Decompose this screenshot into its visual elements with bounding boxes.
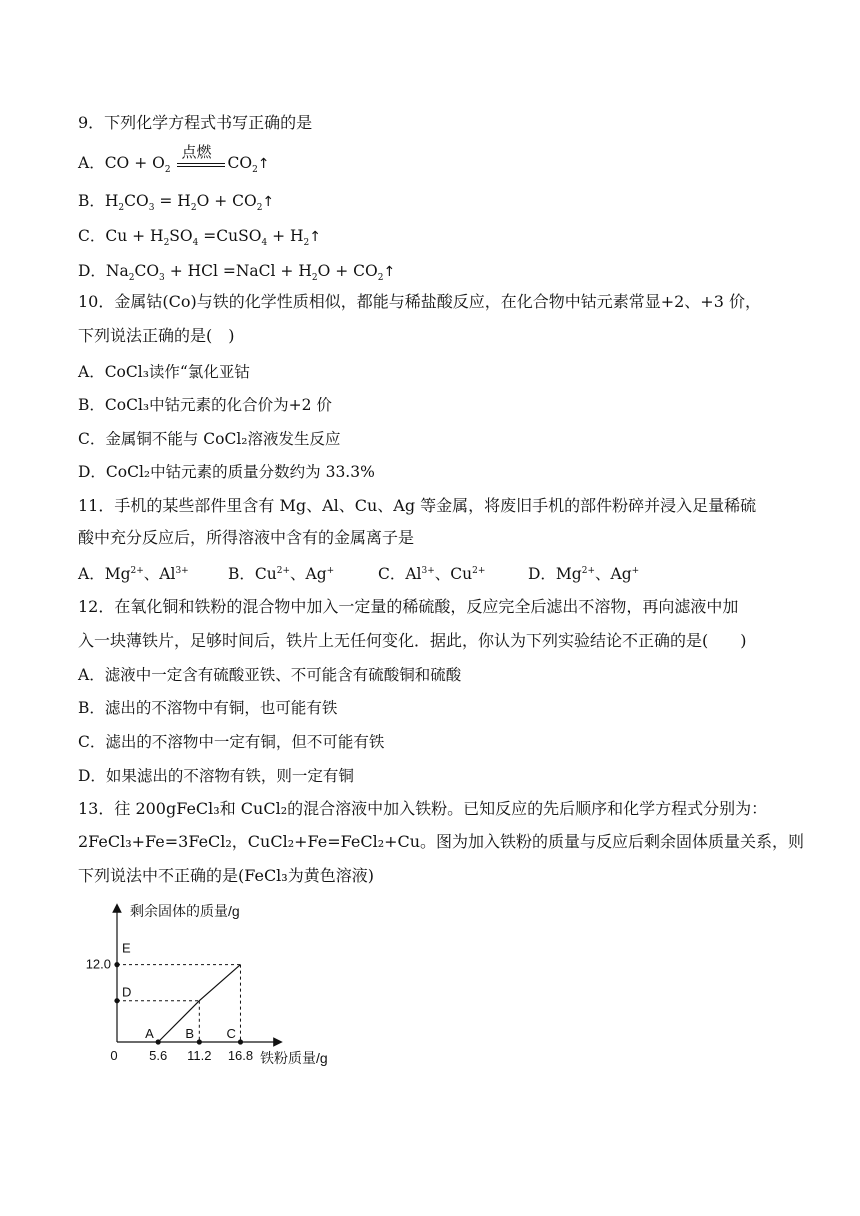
q12-option-c[interactable]: C．滤出的不溶物中一定有铜，但不可能有铁 (78, 733, 385, 751)
q10-option-c[interactable]: C．金属铜不能与 CoCl₂溶液发生反应 (78, 430, 341, 448)
q10-option-d[interactable]: D．CoCl₂中钴元素的质量分数约为 33.3% (78, 463, 375, 481)
reaction-condition: 点燃 (177, 152, 225, 172)
x-axis-label: 铁粉质量/g (260, 1050, 328, 1066)
q12-stem-line1: 12．在氧化铜和铁粉的混合物中加入一定量的稀硫酸，反应完全后滤出不溶物，再向滤液中加 (78, 597, 739, 616)
x-tick-dot-2 (238, 1039, 243, 1044)
y-axis-label: 剩余固体的质量/g (130, 903, 240, 919)
q11-option-b[interactable]: B．$Cu^{2+}$、Ag+ (228, 565, 335, 583)
q11-stem-line2: 酸中充分反应后，所得溶液中含有的金属离子是 (78, 528, 415, 547)
q11-options (78, 564, 678, 584)
q13-stem-line1: 13．往 200gFeCl₃和 CuCl₂的混合溶液中加入铁粉。已知反应的先后顺序和化学方程式分别为： (78, 799, 768, 818)
q12-option-d[interactable]: D．如果滤出的不溶物有铁，则一定有铜 (78, 767, 354, 785)
x-tick-label-1: 11.2 (187, 1048, 212, 1063)
point-label-a: A (145, 1026, 154, 1041)
q11-option-c[interactable]: C．$Al^{3+}$、$Cu^{2+}$ (378, 565, 486, 583)
q9-option-b[interactable]: B．$H_2CO_3 = H_2O$ + $CO_2↑$ (78, 192, 275, 214)
q12-option-a[interactable]: A．滤液中一定含有硫酸亚铁、不可能含有硫酸铜和硫酸 (78, 666, 462, 684)
x-tick-dot-1 (197, 1039, 202, 1044)
point-label-b: B (185, 1026, 194, 1041)
q11-option-d[interactable]: D．$Mg^{2+}$、Ag+ (528, 565, 640, 583)
q11-stem-line1: 11．手机的某些部件里含有 Mg、Al、Cu、Ag 等金属，将废旧手机的部件粉碎并浸入足量稀硫 (78, 496, 757, 515)
q13-chart (78, 900, 378, 1080)
x-tick-label-2: 16.8 (227, 1048, 254, 1063)
q9-stem: 9．下列化学方程式书写正确的是 (78, 113, 313, 132)
y-dot-d (114, 998, 119, 1003)
q12-stem-line2: 入一块薄铁片，足够时间后，铁片上无任何变化．据此，你认为下列实验结论不正确的是( ) (78, 631, 747, 650)
point-label-d: D (122, 984, 132, 1000)
q13-stem-line3: 下列说法中不正确的是(FeCl₃为黄色溶液) (78, 866, 374, 885)
q10-option-b[interactable]: B．CoCl₃中钴元素的化合价为+2 价 (78, 396, 332, 414)
q12-option-b[interactable]: B．滤出的不溶物中有铜，也可能有铁 (78, 699, 338, 717)
q9-option-d[interactable]: D．$Na_2CO_3$ + HCl =NaCl + $H_2O$ + $CO_2↑$ (78, 262, 396, 284)
point-label-c: C (226, 1026, 236, 1041)
q13-stem-line2: 2FeCl₃+Fe=3FeCl₂，CuCl₂+Fe=FeCl₂+Cu。图为加入铁粉的质量与反应后剩余固体质量关系，则 (78, 832, 805, 851)
q10-option-a[interactable]: A．CoCl₃读作“氯化亚钴 (78, 363, 250, 381)
x-tick-label-0: 5.6 (149, 1048, 168, 1063)
q11-option-a[interactable]: A．$Mg^{2+}$、$Al^{3+}$ (78, 565, 189, 583)
y-dot-e (114, 962, 119, 967)
q10-stem-line2: 下列说法正确的是( ) (78, 326, 235, 345)
q9-option-c[interactable]: C．$Cu + H_2SO_4$ =CuSO$_4$ + $H_2↑$ (78, 227, 322, 249)
point-label-e: E (122, 940, 131, 956)
y-tick-label-0: 12.0 (85, 956, 111, 972)
x-tick-dot-0 (156, 1039, 161, 1044)
origin-label: 0 (110, 1048, 118, 1063)
q9-option-a[interactable]: A．CO + $O_2$ 点燃 $CO_2↑$ (78, 143, 270, 176)
q10-stem-line1: 10．金属钴(Co)与铁的化学性质相似，都能与稀盐酸反应，在化合物中钴元素常显+2、+3 价， (78, 292, 761, 311)
